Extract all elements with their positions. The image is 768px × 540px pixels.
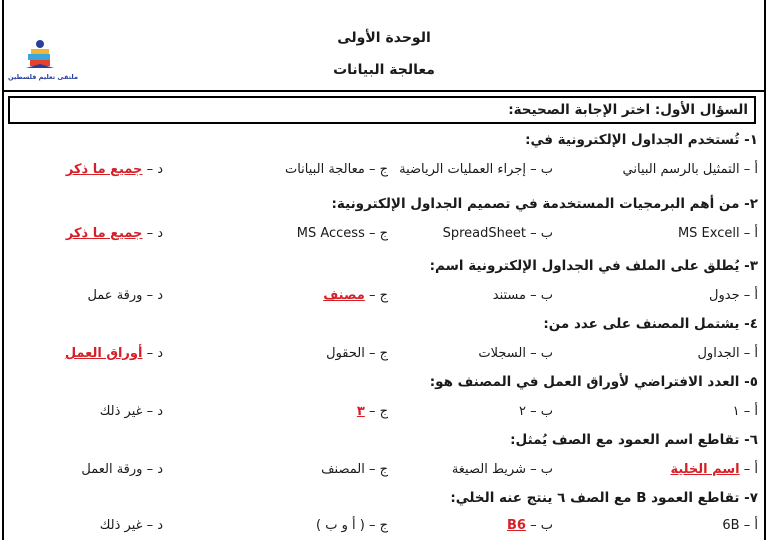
unit-subtitle: معالجة البيانات xyxy=(333,62,435,78)
option-letter: د – xyxy=(142,288,163,303)
option-a[interactable] xyxy=(623,162,758,177)
option-text: ورقة العمل xyxy=(81,462,143,477)
option-letter: ب – xyxy=(525,518,553,533)
option-letter: د – xyxy=(142,346,163,361)
option-text: غير ذلك xyxy=(99,518,143,533)
question-1-stem-row xyxy=(10,132,758,154)
option-d[interactable] xyxy=(87,288,163,303)
question-heading-box xyxy=(8,96,756,124)
option-text: إجراء العمليات الرياضية xyxy=(399,162,526,177)
option-text: MS Access xyxy=(296,226,365,241)
option-d[interactable] xyxy=(65,346,163,361)
option-letter: ج – xyxy=(364,226,388,241)
option-c[interactable] xyxy=(316,518,388,533)
option-letter: ج – xyxy=(364,288,388,303)
correct-answer: جميع ما ذكر xyxy=(65,162,143,177)
option-letter: أ – xyxy=(739,462,758,477)
option-b[interactable] xyxy=(519,404,553,419)
option-letter: أ – xyxy=(739,162,758,177)
option-text: غير ذلك xyxy=(99,404,143,419)
option-b[interactable] xyxy=(443,226,553,241)
option-text: ( أ و ب ) xyxy=(316,518,365,533)
option-text: الحقول xyxy=(326,346,365,361)
option-letter: د – xyxy=(142,162,163,177)
option-letter: أ – xyxy=(739,346,758,361)
option-letter: ج – xyxy=(364,404,388,419)
option-d[interactable] xyxy=(100,404,163,419)
option-text: مستند xyxy=(492,288,526,303)
unit-title: الوحدة الأولى xyxy=(337,30,431,46)
question-2-stem-row xyxy=(10,196,758,218)
correct-answer: B6 xyxy=(507,518,526,533)
option-a[interactable] xyxy=(678,226,758,241)
question-3-options xyxy=(10,288,758,310)
page-border-left xyxy=(2,0,4,540)
option-c[interactable] xyxy=(323,288,388,303)
logo-text: ملتقى تعليم فلسطين xyxy=(8,73,78,81)
option-a[interactable] xyxy=(670,462,758,477)
option-d[interactable] xyxy=(66,162,163,177)
correct-answer: جميع ما ذكر xyxy=(65,226,143,241)
option-letter: د – xyxy=(142,462,163,477)
option-a[interactable] xyxy=(722,518,758,533)
option-c[interactable] xyxy=(321,462,388,477)
option-text: جدول xyxy=(709,288,740,303)
option-c[interactable] xyxy=(357,404,388,419)
option-letter: أ – xyxy=(739,518,758,533)
option-text: التمثيل بالرسم البياني xyxy=(622,162,740,177)
option-c[interactable] xyxy=(297,226,388,241)
question-4-stem: ٤- يشتمل المصنف على عدد من: xyxy=(543,316,758,332)
question-1-options xyxy=(10,162,758,184)
option-letter: ب – xyxy=(525,404,553,419)
question-2-stem: ٢- من أهم البرمجيات المستخدمة في تصميم الجداول الإلكترونية: xyxy=(331,196,758,212)
question-heading: السؤال الأول: اختر الإجابة الصحيحة: xyxy=(508,102,748,118)
question-3-stem-row xyxy=(10,258,758,280)
option-b[interactable] xyxy=(478,346,553,361)
option-letter: ج – xyxy=(364,462,388,477)
option-letter: ب – xyxy=(525,462,553,477)
option-text: ورقة عمل xyxy=(87,288,143,303)
question-3-stem: ٣- يُطلق على الملف في الجداول الإلكترونية اسم: xyxy=(429,258,758,274)
option-letter: ج – xyxy=(364,162,388,177)
option-text: ١ xyxy=(732,404,740,419)
correct-answer: أوراق العمل xyxy=(64,346,143,361)
option-b[interactable] xyxy=(452,462,553,477)
option-d[interactable] xyxy=(100,518,163,533)
option-letter: أ – xyxy=(739,404,758,419)
question-4-options xyxy=(10,346,758,368)
option-letter: أ – xyxy=(739,226,758,241)
option-letter: د – xyxy=(142,518,163,533)
question-6-options xyxy=(10,462,758,484)
option-c[interactable] xyxy=(285,162,388,177)
option-text: شريط الصيغة xyxy=(451,462,526,477)
option-b[interactable] xyxy=(493,288,553,303)
option-d[interactable] xyxy=(66,226,163,241)
correct-answer: ٣ xyxy=(356,404,365,419)
question-2-options xyxy=(10,226,758,248)
option-text: SpreadSheet xyxy=(442,226,526,241)
option-d[interactable] xyxy=(81,462,163,477)
option-text: ٢ xyxy=(519,404,526,419)
option-letter: ب – xyxy=(525,162,553,177)
question-5-options xyxy=(10,404,758,426)
option-text: السجلات xyxy=(478,346,526,361)
page-border-right xyxy=(764,0,766,540)
option-text: 6B xyxy=(722,518,740,533)
option-b[interactable] xyxy=(507,518,553,533)
question-7-stem: ٧- تقاطع العمود B مع الصف ٦ ينتج عنه الخلي: xyxy=(450,490,758,506)
option-c[interactable] xyxy=(326,346,388,361)
option-a[interactable] xyxy=(697,346,758,361)
option-b[interactable] xyxy=(399,162,553,177)
option-letter: أ – xyxy=(739,288,758,303)
option-text: MS Excell xyxy=(677,226,740,241)
option-letter: ج – xyxy=(364,518,388,533)
option-letter: ب – xyxy=(525,288,553,303)
option-letter: ج – xyxy=(364,346,388,361)
question-5-stem: ٥- العدد الافتراضي لأوراق العمل في المصنف هو: xyxy=(429,374,758,390)
option-text: المصنف xyxy=(321,462,365,477)
option-letter: د – xyxy=(142,404,163,419)
option-text: الجداول xyxy=(697,346,740,361)
option-a[interactable] xyxy=(733,404,758,419)
question-1-stem: ١- تُستخدم الجداول الإلكترونية في: xyxy=(525,132,758,148)
question-7-stem-row xyxy=(10,490,758,512)
question-4-stem-row xyxy=(10,316,758,338)
question-7-options xyxy=(10,518,758,540)
correct-answer: اسم الخلية xyxy=(670,462,740,477)
option-a[interactable] xyxy=(709,288,758,303)
question-5-stem-row xyxy=(10,374,758,396)
option-letter: ب – xyxy=(525,226,553,241)
option-text: معالجة البيانات xyxy=(284,162,365,177)
option-letter: د – xyxy=(142,226,163,241)
question-6-stem: ٦- تقاطع اسم العمود مع الصف يُمثل: xyxy=(510,432,758,448)
option-letter: ب – xyxy=(525,346,553,361)
header-rule xyxy=(4,90,764,92)
correct-answer: مصنف xyxy=(323,288,365,303)
question-6-stem-row xyxy=(10,432,758,454)
